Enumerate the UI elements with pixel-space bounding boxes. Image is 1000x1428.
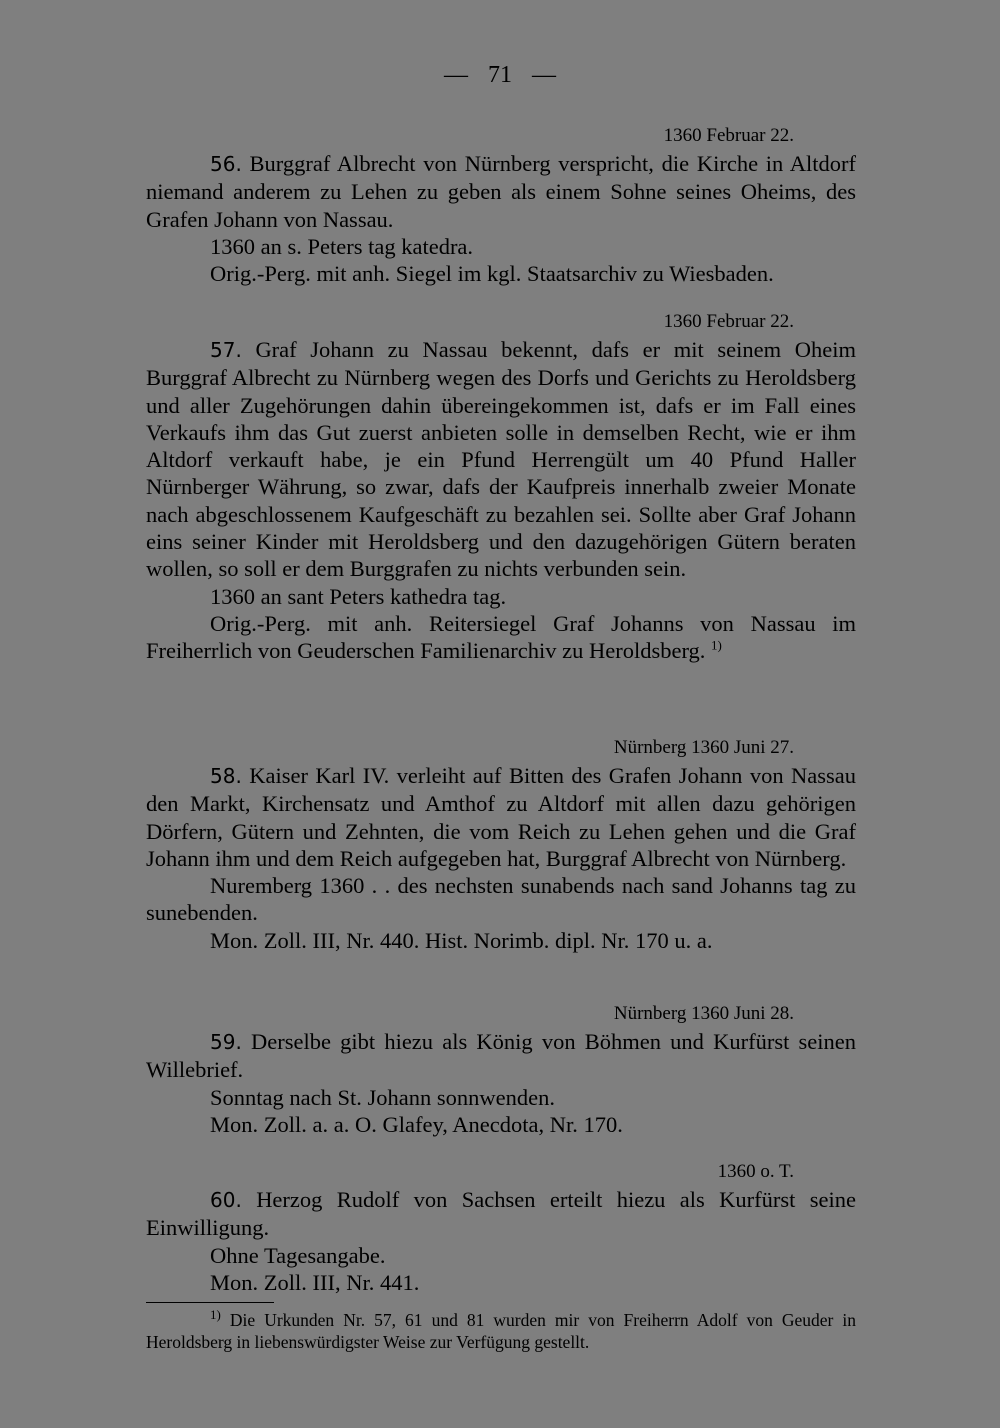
entry-source — [146, 610, 856, 665]
entry-source: Orig.-Perg. mit anh. Siegel im kgl. Staatsarchiv zu Wiesbaden. — [210, 261, 774, 287]
entry-summary: Herzog Rudolf von Sachsen erteilt hiezu als Kurfürst seine Einwilligung. — [146, 1187, 856, 1241]
entry-summary: Graf Johann zu Nassau bekennt, dafs er mit seinem Oheim Burggraf Albrecht zu Nürnberg wegen des Dorfs und Gerichts zu Heroldsberg und aller Zugehörungen dahin übereingekommen ist, dafs er im Fall eines Verkaufs ihm das Gut zuerst anbieten solle in demselben Recht, wie er ihm Altdorf verkauft habe, je ein Pfund Herrengült um 40 Pfund Haller Nürnberger Währung, so zwar, dafs der Kaufpreis innerhalb zweier Monate nach abgeschlossenem Kaufgeschäft zu bezahlen sei. Sollte aber Graf Johann eins seiner Kinder mit Heroldsberg und den dazugehörigen Gütern beraten wollen, so soll er dem Burggrafen zu nichts verbunden sein. — [146, 337, 856, 582]
entry-summary: Burggraf Albrecht von Nürnberg verspricht, die Kirche in Altdorf niemand anderem zu Lehen zu geben als einem Sohne seines Oheims, des Grafen Johann von Nassau. — [146, 151, 856, 232]
entry-date: 1360 Februar 22. — [663, 311, 794, 332]
entry-date: 1360 Februar 22. — [663, 125, 794, 146]
footnote-marker: 1) — [210, 1307, 221, 1323]
entry-text — [146, 1186, 856, 1242]
entry-number: 57. — [210, 338, 242, 362]
entry-text — [146, 336, 856, 583]
footnote-marker: 1) — [711, 637, 722, 653]
entry-date: Nürnberg 1360 Juni 28. — [613, 1003, 794, 1024]
entry-date: 1360 o. T. — [717, 1161, 794, 1182]
entry-text — [146, 762, 856, 872]
entry-source: Mon. Zoll. a. a. O. Glafey, Anecdota, Nr. 170. — [210, 1111, 623, 1137]
entry-dating: Sonntag nach St. Johann sonnwenden. — [210, 1084, 555, 1110]
page-number: — 71 — — [444, 62, 556, 88]
entry-number: 56. — [210, 152, 242, 176]
entry-source-text: Orig.-Perg. mit anh. Reitersiegel Graf Johanns von Nassau im Freiherrlich von Geuderschen Familienarchiv zu Heroldsberg. — [146, 610, 856, 664]
entry-source: Mon. Zoll. III, Nr. 440. Hist. Norimb. dipl. Nr. 170 u. a. — [210, 927, 713, 953]
entry-59 — [146, 1000, 856, 1138]
entry-number: 60. — [210, 1188, 242, 1212]
footnote-text: Die Urkunden Nr. 57, 61 und 81 wurden mir von Freiherrn Adolf von Geuder in Heroldsberg in liebenswürdigster Weise zur Verfügung gestellt. — [146, 1310, 857, 1352]
entry-56 — [146, 122, 856, 287]
entry-source: Mon. Zoll. III, Nr. 441. — [210, 1269, 420, 1295]
entry-number: 58. — [210, 764, 242, 788]
entry-57 — [146, 308, 856, 665]
entry-58 — [146, 734, 856, 954]
entry-dating: 1360 an s. Peters tag katedra. — [210, 233, 474, 259]
entry-dating: 1360 an sant Peters kathedra tag. — [210, 583, 507, 609]
entry-number: 59. — [210, 1030, 242, 1054]
entry-date: Nürnberg 1360 Juni 27. — [613, 737, 794, 758]
entry-summary: Derselbe gibt hiezu als König von Böhmen und Kurfürst seinen Willebrief. — [146, 1029, 857, 1083]
footnote — [146, 1309, 856, 1353]
entry-text — [146, 150, 856, 233]
entry-text — [146, 1028, 856, 1084]
entry-dating: Ohne Tagesangabe. — [210, 1242, 386, 1268]
footnote-divider — [146, 1302, 274, 1303]
entry-dating: Nuremberg 1360 . . des nechsten sunabends nach sand Johanns tag zu sunebenden. — [146, 873, 856, 926]
entry-summary: Kaiser Karl IV. verleiht auf Bitten des Grafen Johann von Nassau den Markt, Kirchensatz und Amthof zu Altdorf mit allen dazu gehörigen Dörfern, Gütern und Zehnten, die vom Reich zu Lehen gehen und die Graf Johann ihm und dem Reich aufgegeben hat, Burggraf Albrecht von Nürnberg. — [146, 763, 856, 871]
entry-60 — [146, 1158, 856, 1296]
